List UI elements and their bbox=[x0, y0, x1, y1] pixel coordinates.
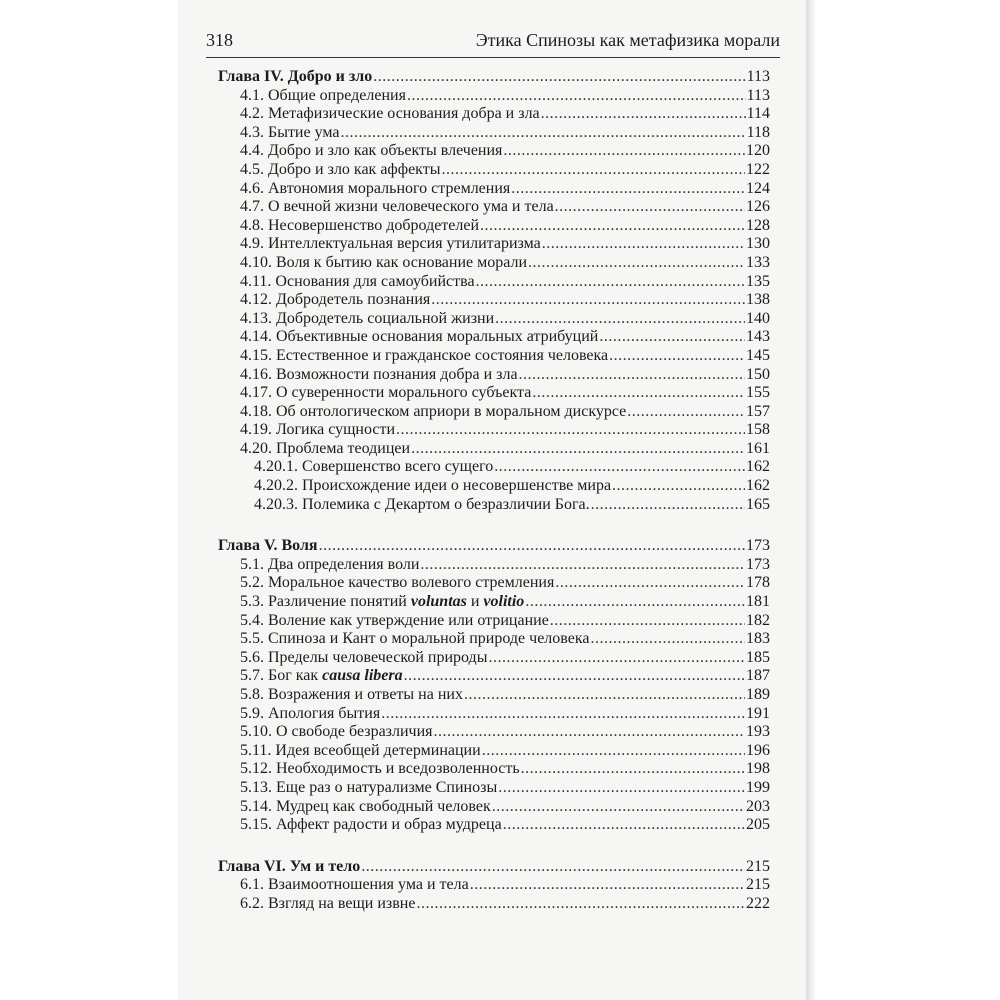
subsection-title: 4.20.1. Совершенство всего сущего bbox=[254, 458, 494, 476]
toc-subsection bbox=[218, 477, 770, 496]
toc-section bbox=[218, 574, 770, 593]
section-title: 6.2. Взгляд на вещи извне bbox=[240, 894, 416, 912]
section-title-text: и bbox=[466, 593, 484, 611]
section-title: 4.4. Добро и зло как объекты влечения bbox=[240, 142, 503, 160]
toc-section bbox=[218, 124, 770, 143]
dot-leader bbox=[494, 458, 745, 477]
section-title: 4.3. Бытие ума bbox=[240, 123, 340, 141]
running-title: Этика Спинозы как метафизика морали bbox=[475, 30, 780, 50]
section-title: 4.15. Естественное и гражданское состояния человека bbox=[240, 346, 609, 364]
section-title: 4.13. Добродетель социальной жизни bbox=[240, 309, 495, 327]
dot-leader bbox=[599, 328, 745, 347]
dot-leader bbox=[434, 723, 745, 742]
page-ref: 199 bbox=[746, 778, 770, 796]
dot-leader bbox=[396, 421, 745, 440]
toc-section bbox=[218, 895, 770, 914]
toc-section bbox=[218, 310, 770, 329]
section-title: 5.15. Аффект радости и образ мудреца bbox=[240, 816, 502, 834]
dot-leader bbox=[555, 574, 745, 593]
section-title: 5.1. Два определения воли bbox=[240, 555, 420, 573]
dot-leader bbox=[488, 649, 745, 668]
toc-section bbox=[218, 180, 770, 199]
section-title: 5.8. Возражения и ответы на них bbox=[240, 686, 463, 703]
section-title: 4.19. Логика сущности bbox=[240, 421, 396, 439]
page-ref: 203 bbox=[746, 797, 770, 815]
page-ref: 198 bbox=[746, 760, 770, 778]
section-title: 5.9. Апология бытия bbox=[240, 704, 381, 722]
dot-leader bbox=[381, 705, 745, 724]
toc-section bbox=[218, 779, 770, 798]
page-ref: 162 bbox=[746, 458, 770, 476]
header-rule bbox=[206, 57, 780, 58]
page-ref: 158 bbox=[746, 421, 770, 439]
dot-leader bbox=[503, 816, 745, 835]
toc-section bbox=[218, 273, 770, 292]
toc-section bbox=[218, 217, 770, 236]
section-title bbox=[240, 593, 524, 612]
dot-leader bbox=[498, 779, 745, 798]
dot-leader bbox=[431, 291, 745, 310]
toc-section bbox=[218, 593, 770, 612]
page-ref: 173 bbox=[746, 555, 770, 573]
page-ref: 162 bbox=[746, 477, 770, 495]
section-title: 5.2. Моральное качество волевого стремления bbox=[240, 574, 555, 592]
toc-section bbox=[218, 723, 770, 742]
page-ref: 215 bbox=[746, 857, 770, 875]
toc-section bbox=[218, 142, 770, 161]
page-ref: 133 bbox=[746, 253, 770, 271]
toc-chapter-4 bbox=[218, 68, 770, 87]
toc-section bbox=[218, 421, 770, 440]
chapter-title: Глава VI. Ум и тело bbox=[218, 857, 361, 875]
chapter-gap bbox=[218, 514, 770, 537]
dot-leader bbox=[525, 593, 745, 612]
toc-section bbox=[218, 667, 770, 686]
dot-leader bbox=[420, 556, 745, 575]
section-title: 4.12. Добродетель познания bbox=[240, 291, 431, 309]
subsection-title: 4.20.2. Происхождение идеи о несовершенстве мира bbox=[254, 477, 612, 495]
page-ref: 205 bbox=[746, 816, 770, 834]
toc-section bbox=[218, 161, 770, 180]
dot-leader bbox=[627, 403, 745, 422]
section-title: 4.11. Основания для самоубийства bbox=[240, 272, 475, 290]
toc-section bbox=[218, 612, 770, 631]
page-ref: 120 bbox=[746, 142, 770, 160]
toc-section bbox=[218, 105, 770, 124]
page-ref: 150 bbox=[746, 365, 770, 383]
section-title: 4.7. О вечной жизни человеческого ума и тела bbox=[240, 198, 554, 216]
dot-leader bbox=[532, 384, 745, 403]
page-ref: 128 bbox=[746, 216, 770, 234]
section-title: 4.1. Общие определения bbox=[240, 86, 406, 104]
page-ref: 182 bbox=[746, 611, 770, 629]
dot-leader bbox=[511, 180, 745, 199]
latin-term: voluntas bbox=[410, 593, 467, 611]
page-ref: 118 bbox=[746, 123, 770, 141]
dot-leader bbox=[521, 760, 745, 779]
page-ref: 113 bbox=[746, 86, 770, 104]
toc-section bbox=[218, 347, 770, 366]
section-title: 4.20. Проблема теодицеи bbox=[240, 439, 411, 457]
page-ref: 126 bbox=[746, 198, 770, 216]
page-ref: 222 bbox=[746, 894, 770, 912]
section-title: 5.12. Необходимость и вседозволенность bbox=[240, 760, 520, 778]
toc-chapter-5 bbox=[218, 537, 770, 556]
chapter-title: Глава IV. Добро и зло bbox=[218, 68, 373, 85]
page-ref: 191 bbox=[746, 704, 770, 722]
toc-section bbox=[218, 798, 770, 817]
toc-section bbox=[218, 198, 770, 217]
section-title: 5.4. Воление как утверждение или отрицание bbox=[240, 611, 549, 629]
dot-leader bbox=[482, 742, 745, 761]
running-header bbox=[206, 27, 780, 53]
section-title: 4.2. Метафизические основания добра и зла bbox=[240, 105, 540, 123]
dot-leader bbox=[492, 798, 745, 817]
page-ref: 193 bbox=[746, 723, 770, 741]
toc-section bbox=[218, 876, 770, 895]
dot-leader bbox=[407, 87, 746, 106]
toc-section bbox=[218, 87, 770, 106]
toc-section bbox=[218, 291, 770, 310]
section-title: 4.18. Об онтологическом априори в моральном дискурсе bbox=[240, 402, 627, 420]
page-ref: 124 bbox=[746, 179, 770, 197]
page-ref: 130 bbox=[746, 235, 770, 253]
dot-leader bbox=[503, 142, 745, 161]
toc-section bbox=[218, 760, 770, 779]
section-title: 4.6. Автономия морального стремления bbox=[240, 179, 511, 197]
chapter-gap bbox=[218, 835, 770, 858]
page-ref: 157 bbox=[746, 402, 770, 420]
page-ref: 140 bbox=[746, 309, 770, 327]
page-ref: 114 bbox=[746, 105, 770, 123]
section-title: 4.17. О суверенности морального субъекта bbox=[240, 384, 532, 402]
dot-leader bbox=[541, 105, 746, 124]
page-ref: 196 bbox=[746, 741, 770, 759]
toc-section bbox=[218, 440, 770, 459]
toc-subsection bbox=[218, 458, 770, 477]
page-ref: 122 bbox=[746, 160, 770, 178]
section-title-text: 5.3. Различение понятий bbox=[240, 593, 411, 611]
page-ref: 178 bbox=[746, 574, 770, 592]
section-title bbox=[240, 667, 403, 686]
toc-subsection bbox=[218, 496, 770, 515]
dot-leader bbox=[470, 876, 745, 895]
dot-leader bbox=[416, 895, 745, 914]
dot-leader bbox=[373, 68, 745, 87]
toc-section bbox=[218, 366, 770, 385]
latin-term: causa libera bbox=[322, 667, 403, 685]
dot-leader bbox=[464, 686, 745, 705]
section-title-text: 5.7. Бог как bbox=[240, 667, 323, 685]
toc-section bbox=[218, 384, 770, 403]
table-of-contents bbox=[218, 68, 770, 914]
page-ref: 161 bbox=[746, 439, 770, 457]
dot-leader bbox=[590, 630, 745, 649]
dot-leader bbox=[495, 310, 745, 329]
dot-leader bbox=[361, 858, 745, 877]
page-ref: 183 bbox=[746, 630, 770, 648]
dot-leader bbox=[555, 198, 745, 217]
dot-leader bbox=[519, 366, 745, 385]
toc-section bbox=[218, 705, 770, 724]
page-ref: 165 bbox=[746, 495, 770, 513]
dot-leader bbox=[341, 124, 746, 143]
section-title: 5.14. Мудрец как свободный человек bbox=[240, 797, 491, 815]
toc-section bbox=[218, 403, 770, 422]
toc-section bbox=[218, 686, 770, 705]
page-ref: 181 bbox=[746, 593, 770, 611]
section-title: 4.8. Несовершенство добродетелей bbox=[240, 216, 480, 234]
page-ref: 155 bbox=[746, 384, 770, 402]
toc-section bbox=[218, 254, 770, 273]
latin-term: volitio bbox=[483, 593, 525, 611]
section-title: 5.10. О свободе безразличия bbox=[240, 723, 433, 741]
section-title: 6.1. Взаимоотношения ума и тела bbox=[240, 876, 469, 894]
section-title: 4.16. Возможности познания добра и зла bbox=[240, 365, 518, 383]
dot-leader bbox=[591, 496, 745, 515]
dot-leader bbox=[441, 161, 745, 180]
dot-leader bbox=[542, 235, 745, 254]
page-ref: 173 bbox=[746, 537, 770, 555]
toc-section bbox=[218, 630, 770, 649]
page-ref: 215 bbox=[746, 876, 770, 894]
page-ref: 113 bbox=[746, 68, 770, 85]
page-ref: 187 bbox=[746, 667, 770, 685]
chapter-title: Глава V. Воля bbox=[218, 537, 318, 555]
toc-section bbox=[218, 328, 770, 347]
section-title: 4.5. Добро и зло как аффекты bbox=[240, 160, 441, 178]
dot-leader bbox=[319, 537, 745, 556]
page-ref: 135 bbox=[746, 272, 770, 290]
dot-leader bbox=[609, 347, 745, 366]
toc-section bbox=[218, 816, 770, 835]
section-title: 5.11. Идея всеобщей детерминации bbox=[240, 741, 481, 759]
dot-leader bbox=[411, 440, 745, 459]
dot-leader bbox=[476, 273, 745, 292]
page-ref: 145 bbox=[746, 346, 770, 364]
toc-chapter-6 bbox=[218, 858, 770, 877]
section-title: 4.10. Воля к бытию как основание морали bbox=[240, 253, 528, 271]
section-title: 4.9. Интеллектуальная версия утилитаризма bbox=[240, 235, 541, 253]
toc-section bbox=[218, 235, 770, 254]
page-ref: 189 bbox=[746, 686, 770, 703]
dot-leader bbox=[612, 477, 745, 496]
section-title: 4.14. Объективные основания моральных атрибуций bbox=[240, 328, 599, 346]
toc-section bbox=[218, 742, 770, 761]
dot-leader bbox=[528, 254, 745, 273]
page-number: 318 bbox=[206, 30, 233, 50]
section-title: 5.13. Еще раз о натурализме Спинозы bbox=[240, 778, 498, 796]
section-title: 5.6. Пределы человеческой природы bbox=[240, 648, 488, 666]
dot-leader bbox=[404, 667, 745, 686]
page-edge-shadow bbox=[806, 0, 816, 1000]
page-ref: 185 bbox=[746, 648, 770, 666]
toc-section bbox=[218, 649, 770, 668]
page-ref: 138 bbox=[746, 291, 770, 309]
page-ref: 143 bbox=[746, 328, 770, 346]
subsection-title: 4.20.3. Полемика с Декартом о безразличии Бога. bbox=[254, 495, 590, 513]
toc-section bbox=[218, 556, 770, 575]
dot-leader bbox=[550, 612, 745, 631]
section-title: 5.5. Спиноза и Кант о моральной природе человека bbox=[240, 630, 590, 648]
dot-leader bbox=[480, 217, 745, 236]
